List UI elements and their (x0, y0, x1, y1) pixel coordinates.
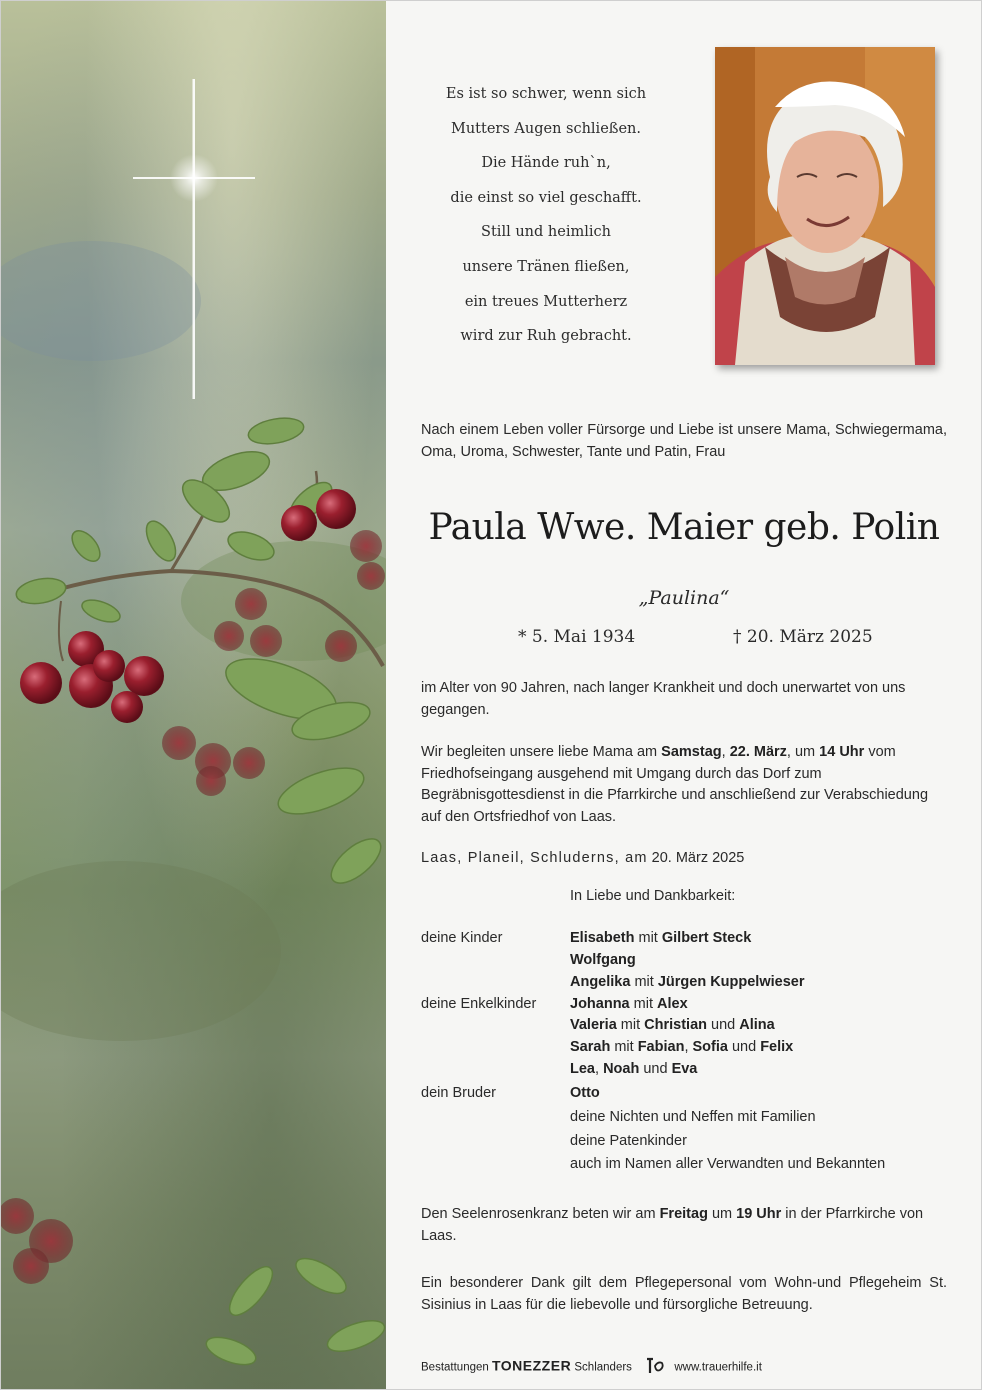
funeral-day: Samstag (661, 744, 722, 760)
relative-name: Fabian (637, 1039, 685, 1055)
funeral-text: vom Friedhofseingang ausgehend mit Umgang durch das Dorf zum Begräbnisgottesdienst in die Pfarrkirche und anschließend zur Verabschiedung auf den Ortsfriedhof von Laas. (421, 744, 929, 825)
funeral-date: 22. März (729, 744, 787, 760)
intro-text: Nach einem Leben voller Fürsorge und Liebe ist unsere Mama, Schwiegermama, Oma, Uroma, Schwester, Tante und Patin, Frau (421, 422, 947, 460)
relative-name: Elisabeth (570, 930, 635, 946)
relative-name: Angelika (570, 974, 631, 990)
death-date: † 20. März 2025 (733, 627, 873, 647)
funeral-time: 14 Uhr (819, 744, 865, 760)
relative-entry (570, 1085, 600, 1101)
relative-name: Alex (657, 996, 688, 1012)
relative-connector: mit (616, 1017, 645, 1033)
footer-prefix: Bestattungen (421, 1361, 489, 1374)
portrait-photo (715, 47, 935, 365)
relative-entry (570, 1061, 697, 1077)
relative-name: Sarah (570, 1039, 611, 1055)
poem-line: wird zur Ruh gebracht. (460, 328, 632, 345)
relative-name: Johanna (570, 996, 630, 1012)
funeral-text: Wir begleiten unsere liebe Mama am (421, 744, 662, 760)
poem (421, 77, 671, 354)
poem-line: Es ist so schwer, wenn sich (445, 86, 647, 102)
footer-town: Schlanders (574, 1361, 632, 1374)
relative-entry (570, 930, 751, 946)
footer-url: www.trauerhilfe.it (674, 1361, 762, 1374)
relative-name: Eva (671, 1061, 698, 1077)
place-date-line (421, 848, 947, 870)
cross-vertical (193, 79, 196, 399)
poem-line: die einst so viel geschafft. (450, 189, 642, 206)
background-photo-berries (1, 1, 386, 1390)
poem-line: Still und heimlich (481, 224, 611, 241)
footer (421, 1357, 947, 1378)
poem-line: unsere Tränen fließen, (462, 258, 630, 275)
trauerhilfe-logo-icon (643, 1357, 665, 1378)
nickname: „Paulina“ (638, 587, 730, 609)
relative-name: Otto (570, 1085, 600, 1101)
rosary-day: Freitag (659, 1206, 708, 1222)
poem-line: ein treues Mutterherz (464, 293, 628, 310)
birth-date: * 5. Mai 1934 (518, 627, 636, 647)
funeral-text: , (721, 744, 730, 760)
relative-connector: mit (630, 974, 658, 990)
relative-connector: und (727, 1039, 761, 1055)
relative-connector: , (684, 1039, 693, 1055)
poem-line: Die Hände ruh`n, (481, 155, 611, 172)
relation-label-enkelkinder: deine Enkelkinder (421, 996, 537, 1012)
relative-name: Jürgen Kuppelwieser (657, 974, 805, 990)
relative-name: Noah (603, 1061, 640, 1077)
lingonberry-illustration (1, 1, 386, 1390)
relative-name: Valeria (570, 1017, 617, 1033)
relative-connector: mit (634, 930, 662, 946)
relative-name: Alina (739, 1017, 775, 1033)
relative-entry: auch im Namen aller Verwandten und Bekannten (570, 1156, 886, 1172)
relative-name: Christian (644, 1017, 707, 1033)
place-date: 20. März 2025 (647, 850, 745, 866)
thanks-paragraph: Ein besonderer Dank gilt dem Pflegepersonal vom Wohn-und Pflegeheim St. Sisinius in Laas für die liebevolle und fürsorgliche Betreuung. (421, 1275, 947, 1313)
relative-connector: und (639, 1061, 672, 1077)
gratitude-line: In Liebe und Dankbarkeit: (570, 888, 736, 904)
footer-brand: TONEZZER (491, 1357, 572, 1374)
relative-connector: mit (629, 996, 658, 1012)
deceased-name: Paula Wwe. Maier geb. Polin (428, 507, 940, 548)
relative-name: Lea (570, 1061, 595, 1077)
relation-label-bruder: dein Bruder (421, 1085, 496, 1101)
relative-entry (570, 996, 688, 1012)
relative-name: Felix (760, 1039, 794, 1055)
funeral-paragraph (421, 742, 947, 828)
relative-entry (570, 952, 636, 968)
relative-entry (570, 974, 804, 990)
relative-name: Gilbert Steck (661, 930, 752, 946)
rosary-text: in der Pfarrkirche von Laas. (421, 1206, 924, 1244)
relative-name: Wolfgang (570, 952, 636, 968)
relative-connector: mit (610, 1039, 638, 1055)
relative-entry (570, 1017, 775, 1033)
funeral-text: , um (786, 744, 820, 760)
place-names: Laas, Planeil, Schluderns, am (421, 850, 648, 866)
poem-line: Mutters Augen schließen. (451, 120, 641, 137)
relative-name: Sofia (692, 1039, 728, 1055)
relative-entry: deine Patenkinder (570, 1133, 687, 1149)
relation-label-kinder: deine Kinder (421, 930, 503, 946)
relative-entry (570, 1039, 793, 1055)
relative-connector: , (595, 1061, 604, 1077)
rosary-paragraph (421, 1204, 947, 1247)
relative-connector: und (707, 1017, 740, 1033)
age-paragraph: im Alter von 90 Jahren, nach langer Krankheit und doch unerwartet von uns gegangen. (421, 680, 906, 718)
rosary-time: 19 Uhr (736, 1206, 782, 1222)
relative-entry: deine Nichten und Neffen mit Familien (570, 1109, 816, 1125)
portrait-illustration (715, 47, 935, 365)
rosary-text: Den Seelenrosenkranz beten wir am (421, 1206, 660, 1222)
rosary-text: um (707, 1206, 737, 1222)
